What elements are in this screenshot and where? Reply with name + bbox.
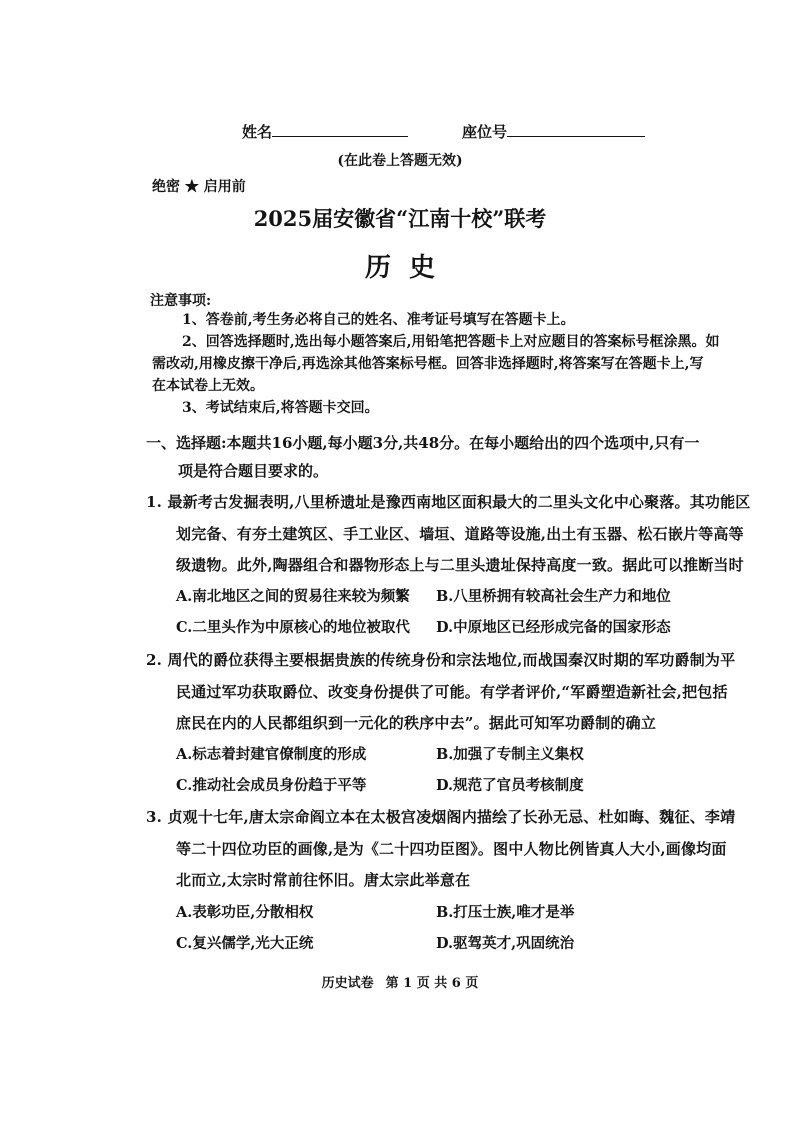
page-footer xyxy=(0,972,800,991)
question-1-text: 级遗物。此外,陶器组合和器物形态上与二里头遗址保持高度一致。据此可以推断当时 xyxy=(176,556,744,574)
question-3-option-d: D.驱驾英才,巩固统治 xyxy=(436,935,575,952)
question-1-text: 划完备、有夯土建筑区、手工业区、墙垣、道路等设施,出土有玉器、松石嵌片等高等 xyxy=(176,525,744,543)
question-3-text: 等二十四位功臣的画像,是为《二十四功臣图》。图中人物比例皆真人大小,画像均面 xyxy=(176,840,727,858)
name-field xyxy=(242,121,408,142)
question-3-option-a: A.表彰功臣,分散相权 xyxy=(176,904,314,921)
question-3-text: 3. 贞观十七年,唐太宗命阎立本在太极宫凌烟阁内描绘了长孙无忌、杜如晦、魏征、李靖 xyxy=(146,808,736,826)
note-item: 3、考试结束后,将答题卡交回。 xyxy=(182,400,379,416)
secret-mark: 绝密 ★ 启用前 xyxy=(152,179,246,195)
footer-subject: 历史试卷 xyxy=(321,976,374,991)
question-2-text: 民通过军功获取爵位、改变身份提供了可能。有学者评价,“军爵塑造新社会,把包括 xyxy=(176,683,728,701)
footer-page: 第 1 页 共 6 页 xyxy=(385,976,479,991)
seat-field xyxy=(462,121,645,142)
question-3-option-c: C.复兴儒学,光大正统 xyxy=(176,935,314,952)
question-2-text: 2. 周代的爵位获得主要根据贵族的传统身份和宗法地位,而战国秦汉时期的军功爵制为平 xyxy=(146,651,736,669)
question-2-option-d: D.规范了官员考核制度 xyxy=(436,777,584,794)
invalid-note: (在此卷上答题无效) xyxy=(337,153,463,169)
note-item: 在本试卷上无效。 xyxy=(152,378,264,394)
exam-subject: 历史 xyxy=(364,253,453,283)
note-item: 2、回答选择题时,选出每小题答案后,用铅笔把答题卡上对应题目的答案标号框涂黑。如 xyxy=(182,334,720,350)
section-heading-cont: 项是符合题目要求的。 xyxy=(178,462,329,480)
question-1-option-c: C.二里头作为中原核心的地位被取代 xyxy=(176,619,410,636)
question-1-option-a: A.南北地区之间的贸易往来较为频繁 xyxy=(176,588,410,605)
question-2-option-b: B.加强了专制主义集权 xyxy=(436,746,584,763)
question-1-option-b: B.八里桥拥有较高社会生产力和地位 xyxy=(436,588,671,605)
section-heading: 一、选择题:本题共16小题,每小题3分,共48分。在每小题给出的四个选项中,只有一 xyxy=(146,434,700,452)
seat-label: 座位号 xyxy=(462,123,508,141)
note-item: 1、答卷前,考生务必将自己的姓名、准考证号填写在答题卡上。 xyxy=(182,312,575,328)
question-1-text: 1. 最新考古发掘表明,八里桥遗址是豫西南地区面积最大的二里头文化中心聚落。其功能区 xyxy=(146,493,751,511)
note-item: 需改动,用橡皮擦干净后,再选涂其他答案标号框。回答非选择题时,将答案写在答题卡上,写 xyxy=(152,356,704,372)
question-2-option-a: A.标志着封建官僚制度的形成 xyxy=(176,746,367,763)
name-blank xyxy=(272,122,408,137)
seat-blank xyxy=(507,122,645,137)
question-2-text: 庶民在内的人民都组织到一元化的秩序中去”。据此可知军功爵制的确立 xyxy=(176,714,657,732)
question-3-option-b: B.打压士族,唯才是举 xyxy=(436,904,575,921)
name-label: 姓名 xyxy=(242,123,273,141)
exam-title: 2025届安徽省“江南十校”联考 xyxy=(253,206,547,231)
question-3-text: 北而立,太宗时常前往怀旧。唐太宗此举意在 xyxy=(176,871,471,889)
question-1-option-d: D.中原地区已经形成完备的国家形态 xyxy=(436,619,671,636)
question-2-option-c: C.推动社会成员身份趋于平等 xyxy=(176,777,367,794)
notes-title: 注意事项: xyxy=(150,293,212,309)
